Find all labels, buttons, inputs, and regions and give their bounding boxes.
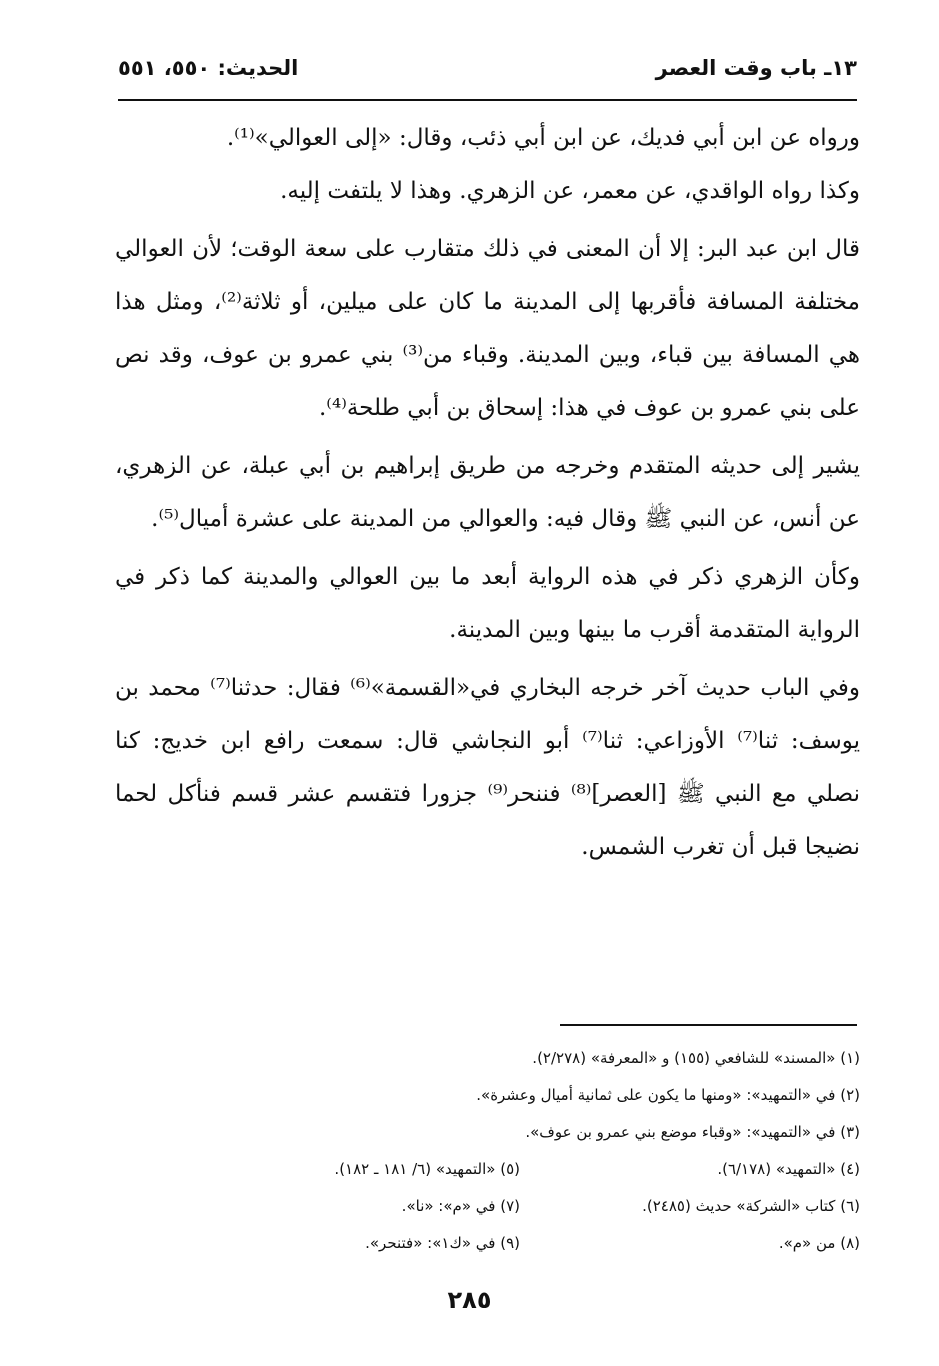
page-number: ٢٨٥ xyxy=(447,1286,492,1314)
footnote-line xyxy=(180,1040,860,1077)
paragraph: وفي الباب حديث آخر خرجه البخاري في«القسمة»⁽⁶⁾ فقال: حدثنا⁽⁷⁾ محمد بن يوسف: ثنا⁽⁷⁾ الأوزاعي: ثنا⁽⁷⁾ أبو النجاشي قال: سمعت رافع ابن خديج: كنا نصلي مع النبي ﷺ [العصر]⁽⁸⁾ فننحر⁽⁹⁾ جزورا فتقسم عشر قسم فنأكل لحما نضيجا قبل أن تغرب الشمس. xyxy=(115,675,861,860)
main-text xyxy=(115,112,860,874)
hadith-range: الحديث: ٥٥٠، ٥٥١ xyxy=(118,56,299,80)
paragraph: قال ابن عبد البر: إلا أن المعنى في ذلك متقارب على سعة الوقت؛ لأن العوالي مختلفة المسافة فأقربها إلى المدينة ما كان على ميلين، أو ثلاثة⁽²⁾، ومثل هذا هي المسافة بين قباء، وبين المدينة. وقباء من⁽³⁾ بني عمرو بن عوف، وقد نص على بني عمرو بن عوف في هذا: إسحاق بن أبي طلحة⁽⁴⁾. xyxy=(115,236,860,421)
footnote-line xyxy=(180,1114,860,1151)
footnote-line xyxy=(180,1151,860,1188)
paragraph: يشير إلى حديثه المتقدم وخرجه من طريق إبراهيم بن أبي عبلة، عن الزهري، عن أنس، عن النبي ﷺ وقال فيه: والعوالي من المدينة على عشرة أميال⁽⁵⁾. xyxy=(115,453,860,532)
paragraph: وكذا رواه الواقدي، عن معمر، عن الزهري. وهذا لا يلتفت إليه. xyxy=(280,178,860,204)
footnote-line xyxy=(180,1188,860,1225)
footnote-8: (٨) من «م». xyxy=(778,1234,860,1252)
footnote-divider xyxy=(560,1024,857,1026)
footnote-3: (٣) في «التمهيد»: «وقباء موضع بني عمرو بن عوف». xyxy=(525,1123,860,1141)
footnote-5: (٥) «التمهيد» (٦/ ١٨١ ـ ١٨٢). xyxy=(334,1160,520,1178)
footnote-4: (٤) «التمهيد» (٦/١٧٨). xyxy=(717,1160,860,1178)
footnote-7: (٧) في «م»: «نا». xyxy=(401,1197,520,1215)
chapter-title: ١٣ـ باب وقت العصر xyxy=(655,56,857,80)
footnote-6: (٦) كتاب «الشركة» حديث (٢٤٨٥). xyxy=(642,1197,860,1215)
paragraph: ورواه عن ابن أبي فديك، عن ابن أبي ذئب، وقال: «إلى العوالي»⁽¹⁾. xyxy=(226,125,860,151)
page-header xyxy=(118,48,857,88)
footnote-line xyxy=(180,1225,860,1262)
footnote-line xyxy=(180,1077,860,1114)
footnotes xyxy=(180,1040,860,1262)
footnote-9: (٩) في «ك١»: «فتنحر». xyxy=(365,1234,520,1252)
paragraph: وكأن الزهري ذكر في هذه الرواية أبعد ما بين العوالي والمدينة كما ذكر في الرواية المتقدمة أقرب ما بينها وبين المدينة. xyxy=(115,564,860,643)
footnote-1: (١) «المسند» للشافعي (١٥٥) و «المعرفة» (٢/٢٧٨). xyxy=(532,1049,860,1067)
header-divider xyxy=(118,99,857,101)
footnote-2: (٢) في «التمهيد»: «ومنها ما يكون على ثمانية أميال وعشرة». xyxy=(476,1086,860,1104)
